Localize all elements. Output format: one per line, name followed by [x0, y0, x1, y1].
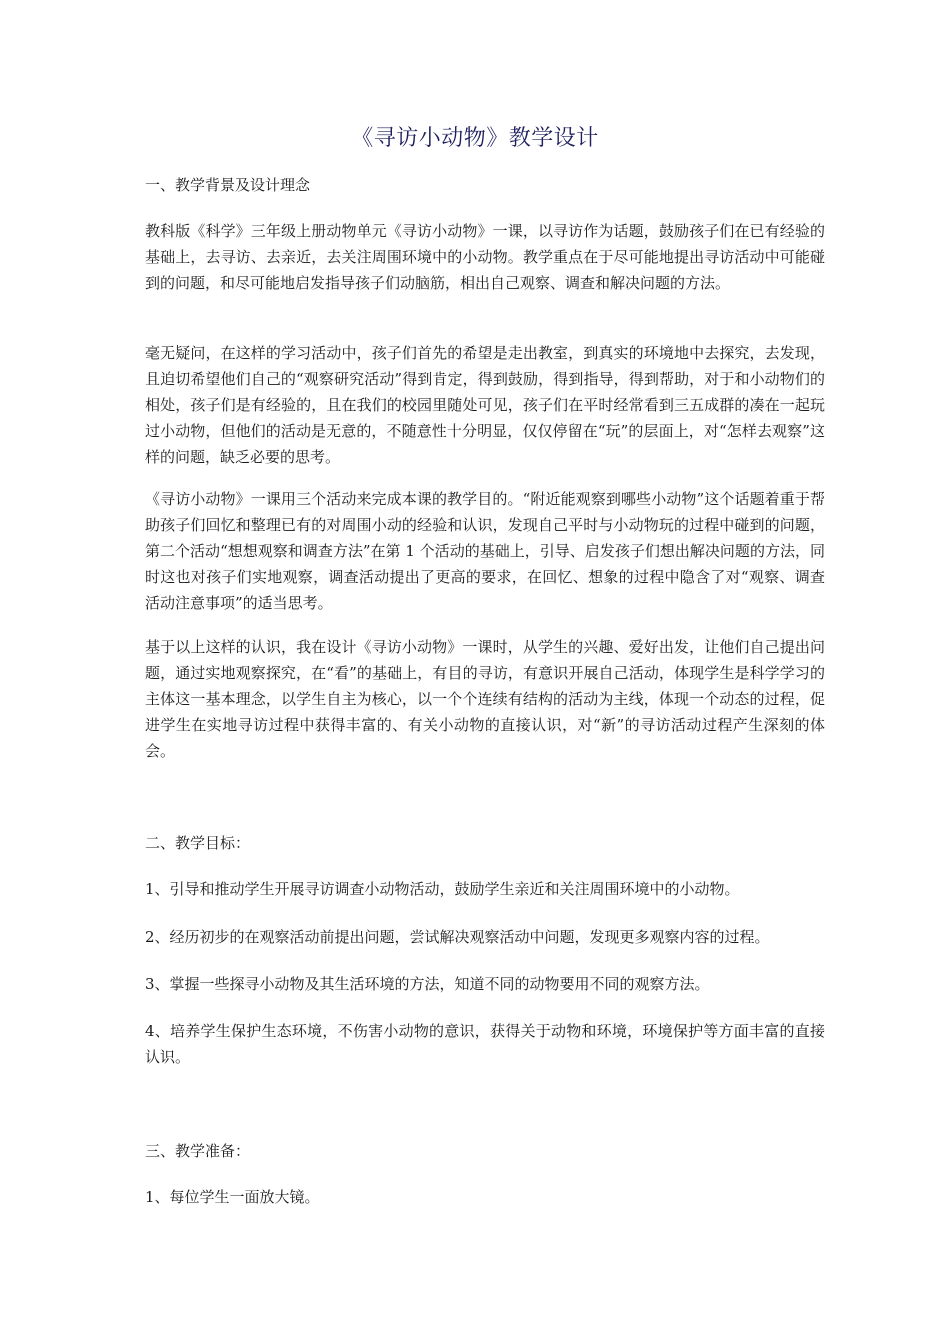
objective-item-2: 2、经历初步的在观察活动前提出问题，尝试解决观察活动中问题，发现更多观察内容的过程。	[145, 928, 770, 946]
section1-paragraph-2: 毫无疑问，在这样的学习活动中，孩子们首先的希望是走出教室，到真实的环境地中去探究，去发现，且迫切希望他们自己的“观察研究活动”得到肯定，得到鼓励，得到指导，得到帮助，对于和小动物们的相处，孩子们是有经验的，且在我们的校园里随处可见，孩子们在平时经常看到三五成群的凑在一起玩过小动物，但他们的活动是无意的，不随意性十分明显，仅仅停留在“玩”的层面上，对“怎样去观察”这样的问题，缺乏必要的思考。	[145, 344, 825, 466]
section1-paragraph-3: 《寻访小动物》一课用三个活动来完成本课的教学目的。“附近能观察到哪些小动物”这个话题着重于帮助孩子们回忆和整理已有的对周围小动的经验和认识，发现自己平时与小动物玩的过程中碰到的问题，第二个活动“想想观察和调查方法”在第 1 个活动的基础上，引导、启发孩子们想出解决问题的方法，同时这也对孩子们实地观察，调查活动提出了更高的要求，在回忆、想象的过程中隐含了对“观察、调查活动注意事项”的适当思考。	[145, 490, 825, 612]
preparation-item-1: 1、每位学生一面放大镜。	[145, 1188, 320, 1206]
objective-item-1: 1、引导和推动学生开展寻访调查小动物活动，鼓励学生亲近和关注周围环境中的小动物。	[145, 880, 740, 898]
document-title: 《寻访小动物》教学设计	[351, 126, 599, 151]
section2-heading: 二、教学目标：	[145, 834, 251, 852]
section1-heading: 一、教学背景及设计理念	[145, 176, 311, 194]
objective-item-3: 3、掌握一些探寻小动物及其生活环境的方法，知道不同的动物要用不同的观察方法。	[145, 975, 710, 993]
section3-heading: 三、教学准备：	[145, 1142, 251, 1160]
section1-paragraph-4: 基于以上这样的认识，我在设计《寻访小动物》一课时，从学生的兴趣、爱好出发，让他们自己提出问题，通过实地观察探究，在“看”的基础上，有目的寻访，有意识开展自己活动，体现学生是科学学习的主体这一基本理念，以学生自主为核心，以一个个连续有结构的活动为主线，体现一个动态的过程，促进学生在实地寻访过程中获得丰富的、有关小动物的直接认识，对“新”的寻访活动过程产生深刻的体会。	[145, 638, 825, 760]
section1-paragraph-1: 教科版《科学》三年级上册动物单元《寻访小动物》一课，以寻访作为话题，鼓励孩子们在已有经验的基础上，去寻访、去亲近，去关注周围环境中的小动物。教学重点在于尽可能地提出寻访活动中可能碰到的问题，和尽可能地启发指导孩子们动脑筋，相出自己观察、调查和解决问题的方法。	[145, 222, 825, 292]
objective-item-4: 4、培养学生保护生态环境，不伤害小动物的意识，获得关于动物和环境，环境保护等方面丰富的直接认识。	[145, 1022, 825, 1066]
